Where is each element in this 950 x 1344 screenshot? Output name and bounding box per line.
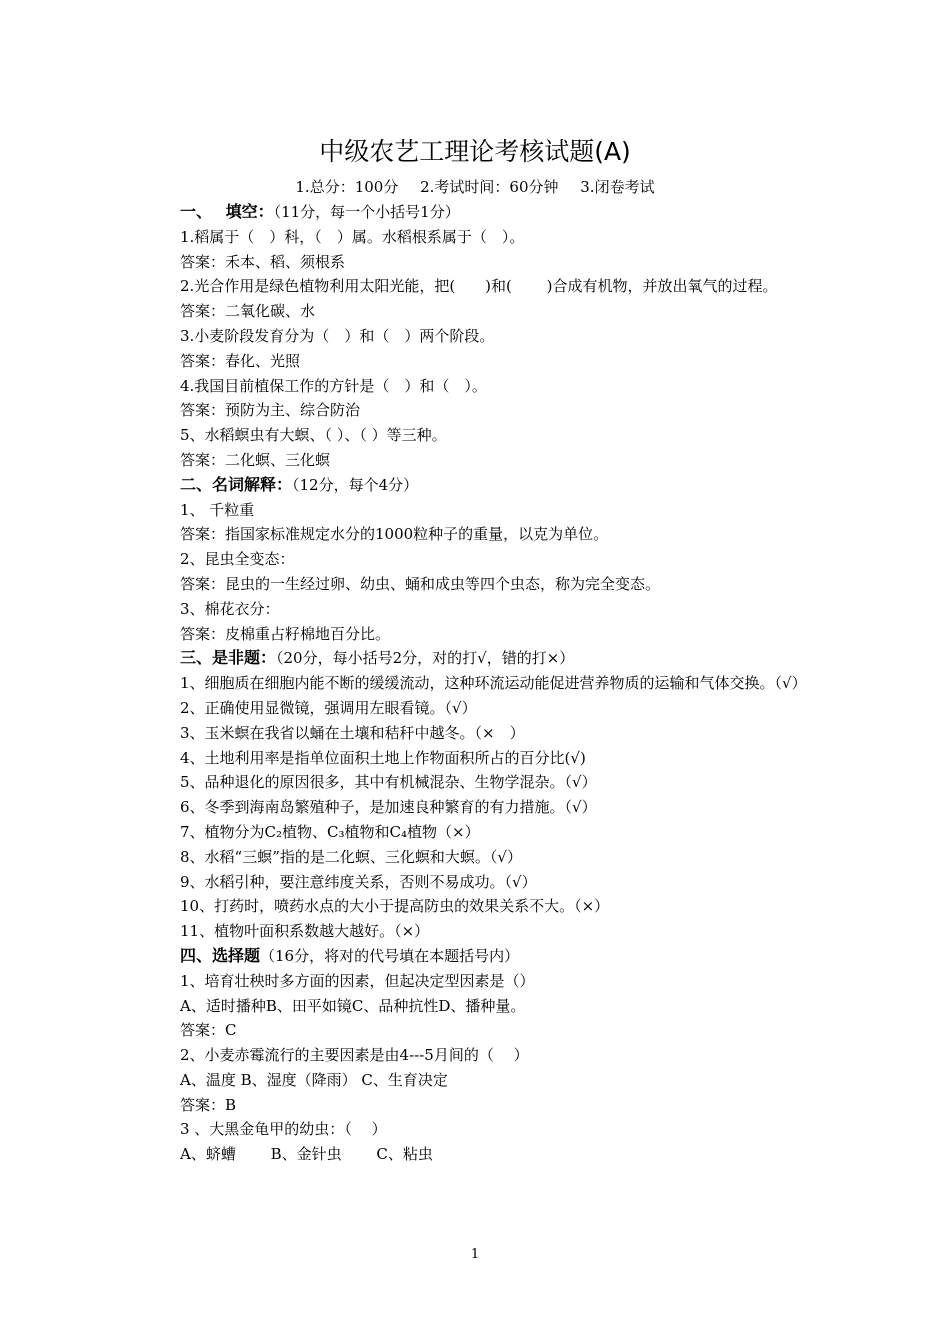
answer-line: 答案：春化、光照 [180,351,301,370]
question-line: 5、品种退化的原因很多，其中有机械混杂、生物学混杂。（√） [180,773,597,792]
question-line: 8、水稻“三螟”指的是二化螟、三化螟和大螟。（√） [180,847,522,866]
question-line: 11、植物叶面积系数越大越好。（×） [180,922,430,941]
document-title: 中级农艺工理论考核试题(A) [319,137,631,166]
question-line: 7、植物分为C₂植物、C₃植物和C₄植物（×） [180,822,480,841]
section-note: （20分，每小括号2分，对的打√，错的打×） [276,649,575,668]
answer-line: 答案：二化螟、三化螟 [180,450,331,469]
question-line: 3.小麦阶段发育分为（ ）和（ ）两个阶段。 [180,326,495,345]
question-line: 3、棉花衣分： [180,599,280,618]
section-title: 二、名词解释： [180,474,293,494]
page-number: 1 [470,1247,480,1262]
question-line: 4、土地利用率是指单位面积土地上作物面积所占的百分比(√) [180,748,586,767]
section-note: （12分，每个4分） [292,475,419,494]
answer-line: 答案：二氧化碳、水 [180,302,316,321]
question-line: 2、小麦赤霉流行的主要因素是由4---5月间的（ ） [180,1046,529,1065]
question-line: 1、细胞质在细胞内能不断的缓缓流动，这种环流运动能促进营养物质的运输和气体交换。（√） [180,674,807,693]
answer-line: 答案：指国家标准规定水分的1000粒种子的重量，以克为单位。 [180,525,609,544]
answer-line: 答案：禾本、稻、须根系 [180,252,346,271]
answer-line: 答案：C [180,1021,237,1040]
question-line: 4.我国目前植保工作的方针是（ ）和（ ）。 [180,376,487,395]
section-title: 四、选择题 [180,945,261,965]
question-line: 6、冬季到海南岛繁殖种子，是加速良种繁育的有力措施。（√） [180,798,597,817]
question-line: 3 、大黑金龟甲的幼虫：（ ） [180,1120,387,1139]
question-line: 2.光合作用是绿色植物利用太阳光能，把( )和( )合成有机物，并放出氧气的过程。 [180,277,778,296]
question-line: 1、培育壮秧时多方面的因素，但起决定型因素是（） [180,971,535,990]
section-title: 一、 填空： [180,202,274,221]
section-heading [145,646,810,671]
section-note: （16分，将对的代号填在本题括号内） [260,946,520,965]
answer-line: 答案：预防为主、综合防治 [180,401,361,420]
question-line: 1.稻属于（ ）科，（ ）属。水稻根系属于（ ）。 [180,227,525,246]
options-line: A、温度 B、湿度（降雨） C、生育决定 [180,1070,448,1089]
section-heading [145,473,810,498]
section-heading [145,200,810,225]
question-line: 1、 千粒重 [180,500,255,519]
answer-line: 答案：昆虫的一生经过卵、幼虫、蛹和成虫等四个虫态，称为完全变态。 [180,574,661,593]
answer-line: 答案：B [180,1095,237,1114]
section-note: （11分，每一个小括号1分） [273,203,460,221]
question-line: 10、打药时，喷药水点的大小于提高防虫的效果关系不大。（×） [180,897,610,916]
section-title: 三、是非题： [180,648,277,668]
question-line: 2、昆虫全变态： [180,550,295,569]
section-heading [145,944,810,969]
question-line: 5、水稻螟虫有大螟、（ ）、（ ）等三种。 [180,426,447,445]
options-line: A、蛴螬 B、金针虫 C、粘虫 [180,1145,433,1164]
options-line: A、适时播种B、田平如镜C、品种抗性D、播种量。 [180,996,526,1015]
answer-line: 答案：皮棉重占籽棉地百分比。 [180,624,391,643]
question-line: 2、正确使用显微镜，强调用左眼看镜。（√） [180,698,477,717]
exam-info: 1.总分：100分 2.考试时间：60分钟 3.闭卷考试 [295,178,655,196]
document-body [145,200,810,1167]
question-line: 9、水稻引种，要注意纬度关系，否则不易成功。（√） [180,872,537,891]
question-line: 3、玉米螟在我省以蛹在土壤和秸秆中越冬。（× ） [180,723,525,742]
